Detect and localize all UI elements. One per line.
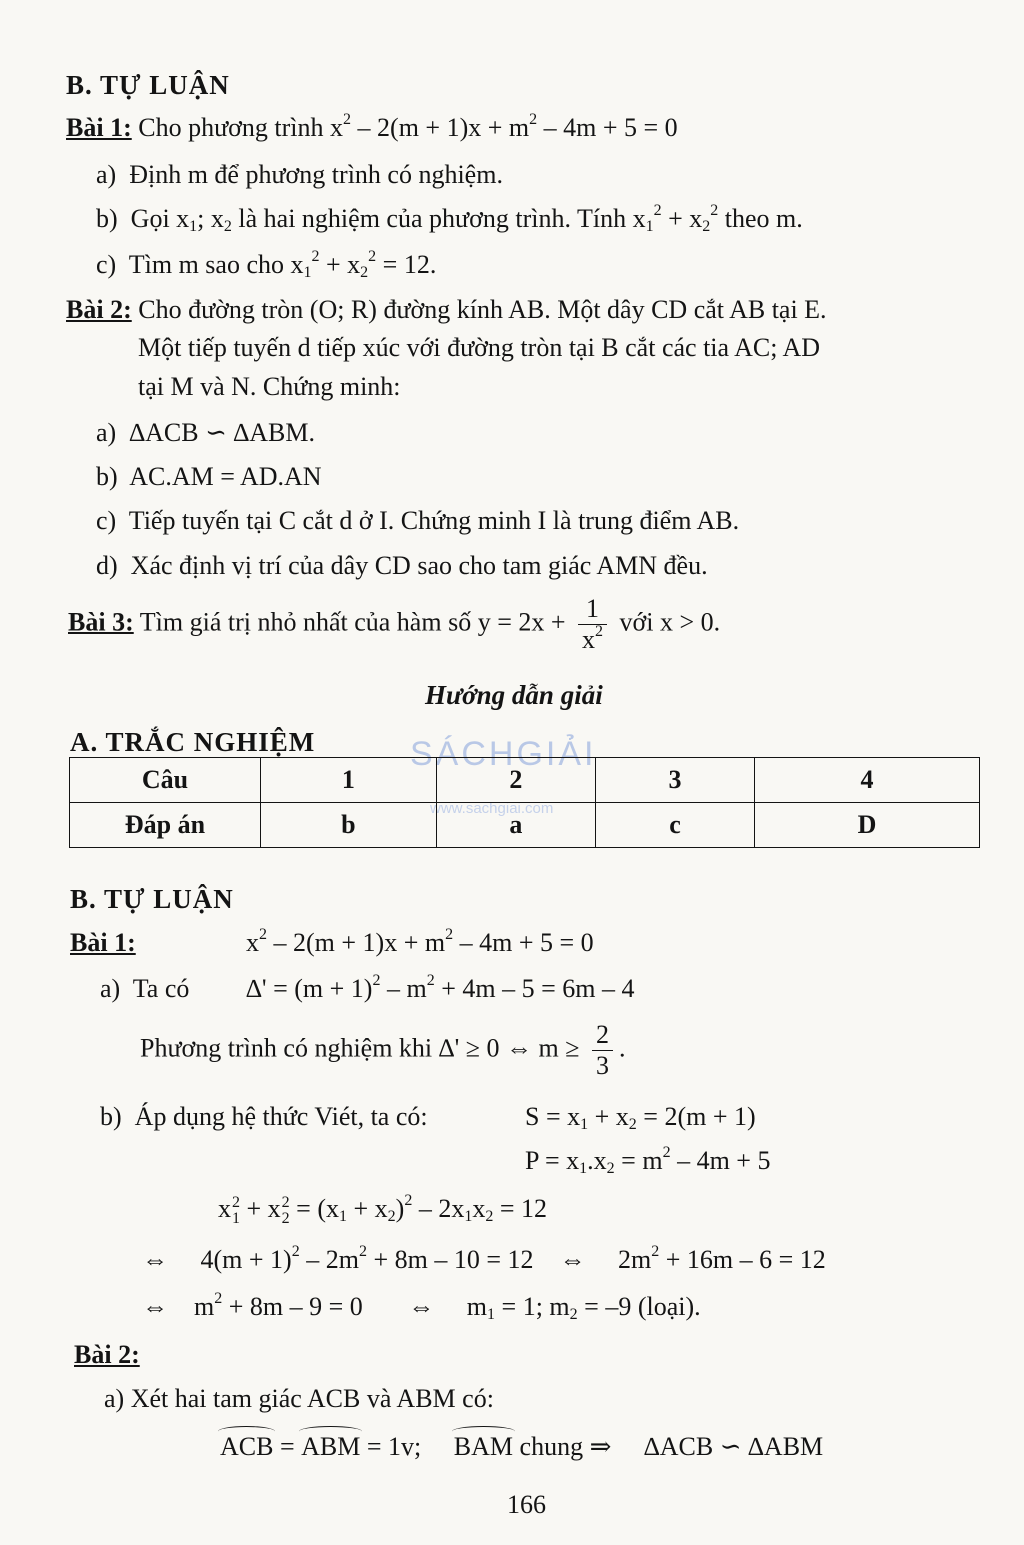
watermark-logo: SÁCHGIẢI [410, 735, 597, 773]
problem1-label: Bài 1: [66, 113, 132, 142]
solution-section-title: B. TỰ LUẬN [70, 884, 234, 914]
problem3-label: Bài 3: [68, 607, 134, 637]
problem2-c: c) Tiếp tuyến tại C cắt d ở I. Chứng minh I là trung điểm AB. [96, 506, 740, 535]
solution-b-step1: ⇔ $4(m + 1)^2 - 2m^2 + 8m - 10 = 12$ ⇔ $2m^2 + 16m - 6 = 12$ [142, 1243, 826, 1274]
solution-bai2-label: Bài 2: [74, 1340, 140, 1369]
fraction-2-over-3: $\frac{2}{3}$ [592, 1020, 613, 1081]
answer-header: Đáp án [70, 803, 261, 848]
question-4: 4 [755, 758, 980, 803]
angle-acb: ACB [220, 1432, 274, 1461]
problem2-a: a) ∆ACB ∽ ∆ABM. [96, 418, 315, 447]
solution-bai2-a: a) Xét hai tam giác ACB và ABM có: [104, 1384, 494, 1413]
problem1-b: b) Gọi $x_1$; $x_2$ là hai nghiệm của phương trình. Tính $x_1^2 + x_2^2$ theo m. [96, 202, 803, 235]
answer-2: a [436, 803, 595, 848]
table-row [70, 758, 980, 803]
answer-4: D [755, 803, 980, 848]
problem3: Bài 3: Tìm giá trị nhỏ nhất của hàm số y = 2x + $\frac{1}{x^2}$ với x > 0. [68, 594, 721, 654]
answer-3: c [595, 803, 754, 848]
solution-b-step2: ⇔ $m^2 + 8m - 9 = 0$ ⇔ $m_1 = 1$; $m_2 = -9$ (loại). [142, 1290, 701, 1323]
solution-bai1-equation: $x^2 - 2(m + 1)x + m^2 - 4m + 5 = 0$ [246, 926, 594, 957]
solution-bai2-angles: ACB = ABM = 1v; BAM chung ⇒ ∆ACB ∽ ∆ABM [220, 1432, 824, 1461]
watermark-url: www.sachgiai.com [430, 800, 554, 817]
solution-b-intro: b) Áp dụng hệ thức Viét, ta có: [100, 1102, 428, 1131]
angle-abm: ABM [301, 1432, 361, 1461]
similarity-conclusion: ∆ACB ∽ ∆ABM [643, 1432, 824, 1461]
page-number: 166 [507, 1490, 546, 1519]
question-3: 3 [595, 758, 754, 803]
problem2-line2: Một tiếp tuyến d tiếp xúc với đường tròn tại B cắt các tia AC; AD [138, 333, 821, 362]
solution-a-delta: ∆' = $(m + 1)^2 - m^2 + 4m - 5 = 6m - 4$ [246, 972, 635, 1003]
problem2-label: Bài 2: [66, 295, 132, 324]
question-1: 1 [261, 758, 437, 803]
solution-bai1-label: Bài 1: [70, 928, 136, 957]
problem1-statement: Bài 1: Cho phương trình $x^2 - 2(m + 1)x + m^2 - 4m + 5 = 0$ [66, 111, 678, 142]
problem1-a: a) Định m để phương trình có nghiệm. [96, 160, 503, 189]
solution-bai1 [70, 928, 136, 958]
question-2: 2 [436, 758, 595, 803]
table-row [70, 803, 980, 848]
answer-1: b [261, 803, 437, 848]
problem2-b: b) AC.AM = AD.AN [96, 462, 322, 491]
problem2-line3: tại M và N. Chứng minh: [138, 372, 401, 401]
section-a-title: A. TRẮC NGHIỆM [70, 727, 316, 757]
solution-a-condition: Phương trình có nghiệm khi ∆' ≥ 0 ⇔ m ≥ $\frac{2}{3}$ . [140, 1020, 626, 1080]
solution-a-line: a) Ta có [100, 974, 190, 1003]
fraction-1-over-x2: $\frac{1}{x^2}$ [578, 594, 607, 655]
guide-title: Hướng dẫn giải [425, 680, 603, 710]
problem2-line1: Bài 2: Cho đường tròn (O; R) đường kính AB. Một dây CD cắt AB tại E. [66, 295, 827, 324]
solution-bai2 [74, 1340, 140, 1370]
section-b-title: B. TỰ LUẬN [66, 70, 230, 100]
problem1-c: c) Tìm m sao cho $x_1^2 + x_2^2 = 12$. [96, 248, 437, 281]
angle-bam: BAM [453, 1432, 514, 1461]
solution-b-product: $P = x_1.x_2 = m^2 - 4m + 5$ [525, 1144, 771, 1177]
solution-b-sum: $S = x_1 + x_2 = 2(m + 1)$ [525, 1102, 756, 1133]
answer-table [69, 757, 980, 848]
solution-b-identity: x 2 1 + x 2 2 = $(x_1 + x_2)^2 - 2x_1x_2 = 12$ [218, 1192, 548, 1228]
row-header: Câu [70, 758, 261, 803]
problem1-intro: Cho phương trình [138, 113, 324, 142]
problem2-d: d) Xác định vị trí của dây CD sao cho tam giác AMN đều. [96, 551, 708, 580]
